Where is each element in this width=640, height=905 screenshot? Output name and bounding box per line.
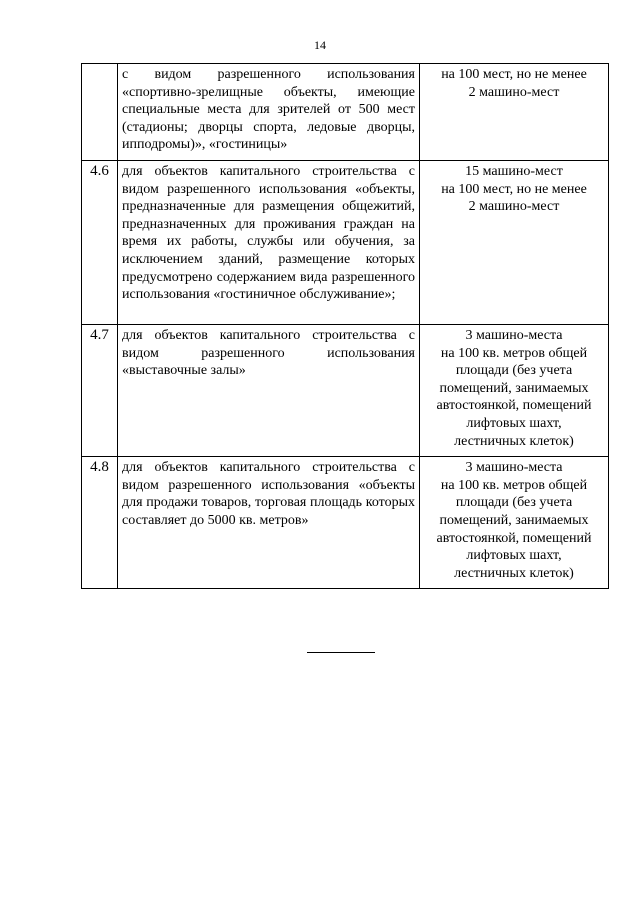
- norm-line: лестничных клеток): [454, 433, 574, 449]
- row-number: [82, 64, 118, 161]
- row-number: 4.7: [82, 324, 118, 456]
- norm-line: 3 машино-места: [465, 460, 563, 476]
- page-number: 14: [314, 38, 326, 52]
- norm-line: на 100 мест, но не менее: [441, 67, 587, 82]
- norm-line: на 100 мест, но не менее: [441, 181, 587, 197]
- norm-line: помещений, занимаемых: [439, 380, 589, 396]
- norm-line: автостоянкой, помещений: [436, 530, 592, 546]
- norm-line: на 100 кв. метров общей: [440, 477, 588, 493]
- row-description: для объектов капитального строительства с видом разрешенного использования «объекты для продажи товаров, торговая площадь которых составляет до 5000 кв. метров»: [118, 457, 420, 589]
- table-row: [82, 64, 609, 161]
- end-separator-line: [307, 652, 375, 653]
- norm-line: 2 машино-мест: [468, 84, 560, 100]
- norm-line: на 100 кв. метров общей: [440, 345, 588, 361]
- norm-line: 3 машино-места: [465, 327, 563, 343]
- row-number: 4.6: [82, 160, 118, 324]
- norm-line: лифтовых шахт,: [466, 548, 562, 564]
- row-norm: [420, 457, 609, 589]
- norm-line: помещений, занимаемых: [439, 512, 589, 528]
- row-description: для объектов капитального строительства с видом разрешенного использования «выставочные залы»: [118, 324, 420, 456]
- norm-line: лестничных клеток): [454, 565, 574, 581]
- norm-line: 15 машино-мест: [465, 163, 563, 179]
- table-row: [82, 324, 609, 456]
- row-number: 4.8: [82, 457, 118, 589]
- table-row: [82, 160, 609, 324]
- parking-norms-table: [81, 63, 609, 589]
- norm-line: автостоянкой, помещений: [436, 398, 592, 414]
- norm-line: лифтовых шахт,: [466, 415, 562, 431]
- row-norm: [420, 64, 609, 161]
- row-norm: [420, 160, 609, 324]
- norm-line: 2 машино-мест: [468, 199, 560, 215]
- row-description: с видом разрешенного использования «спортивно-зрелищные объекты, имеющие специальные места для зрителей от 500 мест (стадионы; дворцы спорта, ледовые дворцы, ипподромы)», «гостиницы»: [118, 64, 420, 161]
- row-norm: [420, 324, 609, 456]
- norm-line: площади (без учета: [455, 495, 573, 511]
- table-row: [82, 457, 609, 589]
- norm-line: площади (без учета: [455, 363, 573, 379]
- row-description: для объектов капитального строительства с видом разрешенного использования «объекты, предназначенные для размещения общежитий, предназначенных для проживания граждан на время их работы, службы или обучения, за исключением зданий, размещение которых предусмотрено содержанием вида разрешенного использования «гостиничное обслуживание»;: [118, 160, 420, 324]
